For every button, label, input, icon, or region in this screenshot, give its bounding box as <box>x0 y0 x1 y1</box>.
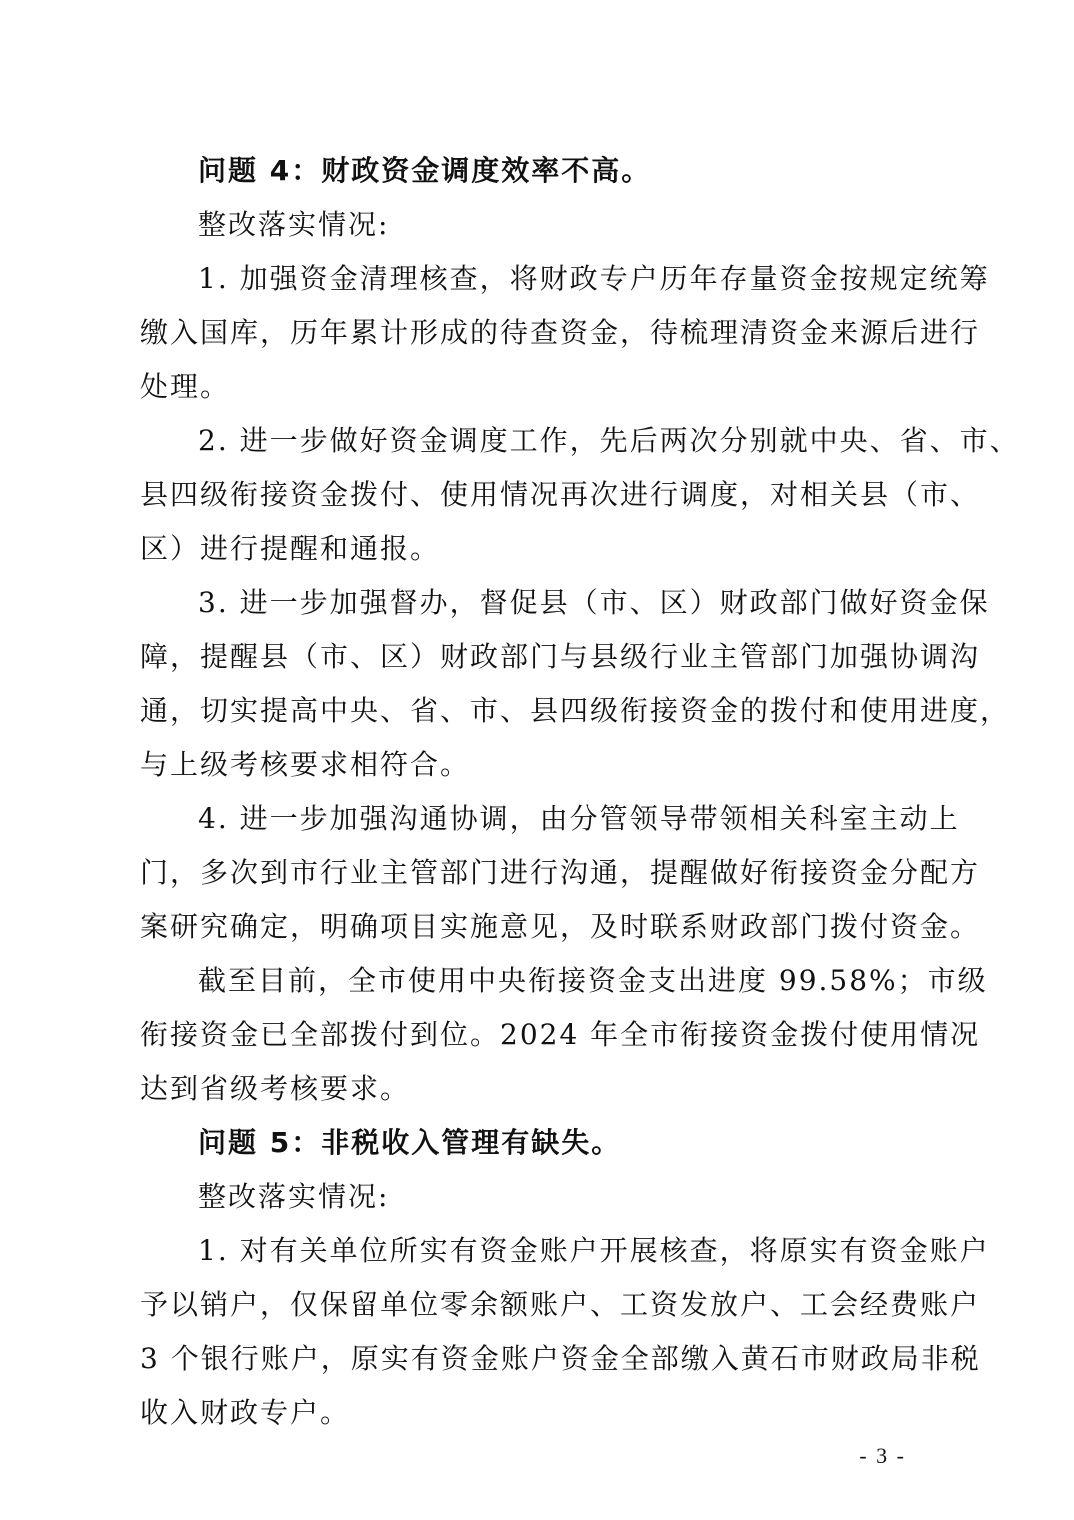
paragraph-line: 截至目前，全市使用中央衔接资金支出进度 99.58%；市级 <box>198 964 988 997</box>
rectification-label: 整改落实情况: <box>198 208 390 241</box>
paragraph-line: 1. 加强资金清理核查，将财政专户历年存量资金按规定统筹 <box>198 262 990 295</box>
paragraph-line: 收入财政专户。 <box>140 1396 351 1429</box>
paragraph-line: 处理。 <box>140 370 231 403</box>
paragraph-line: 2. 进一步做好资金调度工作，先后两次分别就中央、省、市、 <box>198 424 1020 457</box>
paragraph-line: 区）进行提醒和通报。 <box>140 532 441 565</box>
paragraph-line: 予以销户，仅保留单位零余额账户、工资发放户、工会经费账户 <box>140 1288 981 1321</box>
paragraph-line: 4. 进一步加强沟通协调，由分管领导带领相关科室主动上 <box>198 802 960 835</box>
page-number: - 3 - <box>859 1443 906 1468</box>
document-body <box>140 144 1020 1440</box>
paragraph-line: 与上级考核要求相符合。 <box>140 748 471 781</box>
paragraph-line: 县四级衔接资金拨付、使用情况再次进行调度，对相关县（市、 <box>140 478 981 511</box>
paragraph-line: 3 个银行账户，原实有资金账户资金全部缴入黄石市财政局非税 <box>140 1342 981 1375</box>
paragraph-line: 通，切实提高中央、省、市、县四级衔接资金的拨付和使用进度， <box>140 694 1011 727</box>
paragraph-line: 案研究确定，明确项目实施意见，及时联系财政部门拨付资金。 <box>140 910 981 943</box>
paragraph-line: 1. 对有关单位所实有资金账户开展核查，将原实有资金账户 <box>198 1234 990 1267</box>
paragraph-line: 障，提醒县（市、区）财政部门与县级行业主管部门加强协调沟 <box>140 640 981 673</box>
paragraph-line: 衔接资金已全部拨付到位。2024 年全市衔接资金拨付使用情况 <box>140 1018 981 1051</box>
rectification-label: 整改落实情况: <box>198 1180 390 1213</box>
paragraph-line: 3. 进一步加强督办，督促县（市、区）财政部门做好资金保 <box>198 586 990 619</box>
issue-4-heading: 问题 4：财政资金调度效率不高。 <box>198 154 652 187</box>
paragraph-line: 缴入国库，历年累计形成的待查资金，待梳理清资金来源后进行 <box>140 316 981 349</box>
paragraph-line: 门，多次到市行业主管部门进行沟通，提醒做好衔接资金分配方 <box>140 856 981 889</box>
paragraph-line: 达到省级考核要求。 <box>140 1072 411 1105</box>
issue-5-heading: 问题 5：非税收入管理有缺失。 <box>198 1126 622 1159</box>
